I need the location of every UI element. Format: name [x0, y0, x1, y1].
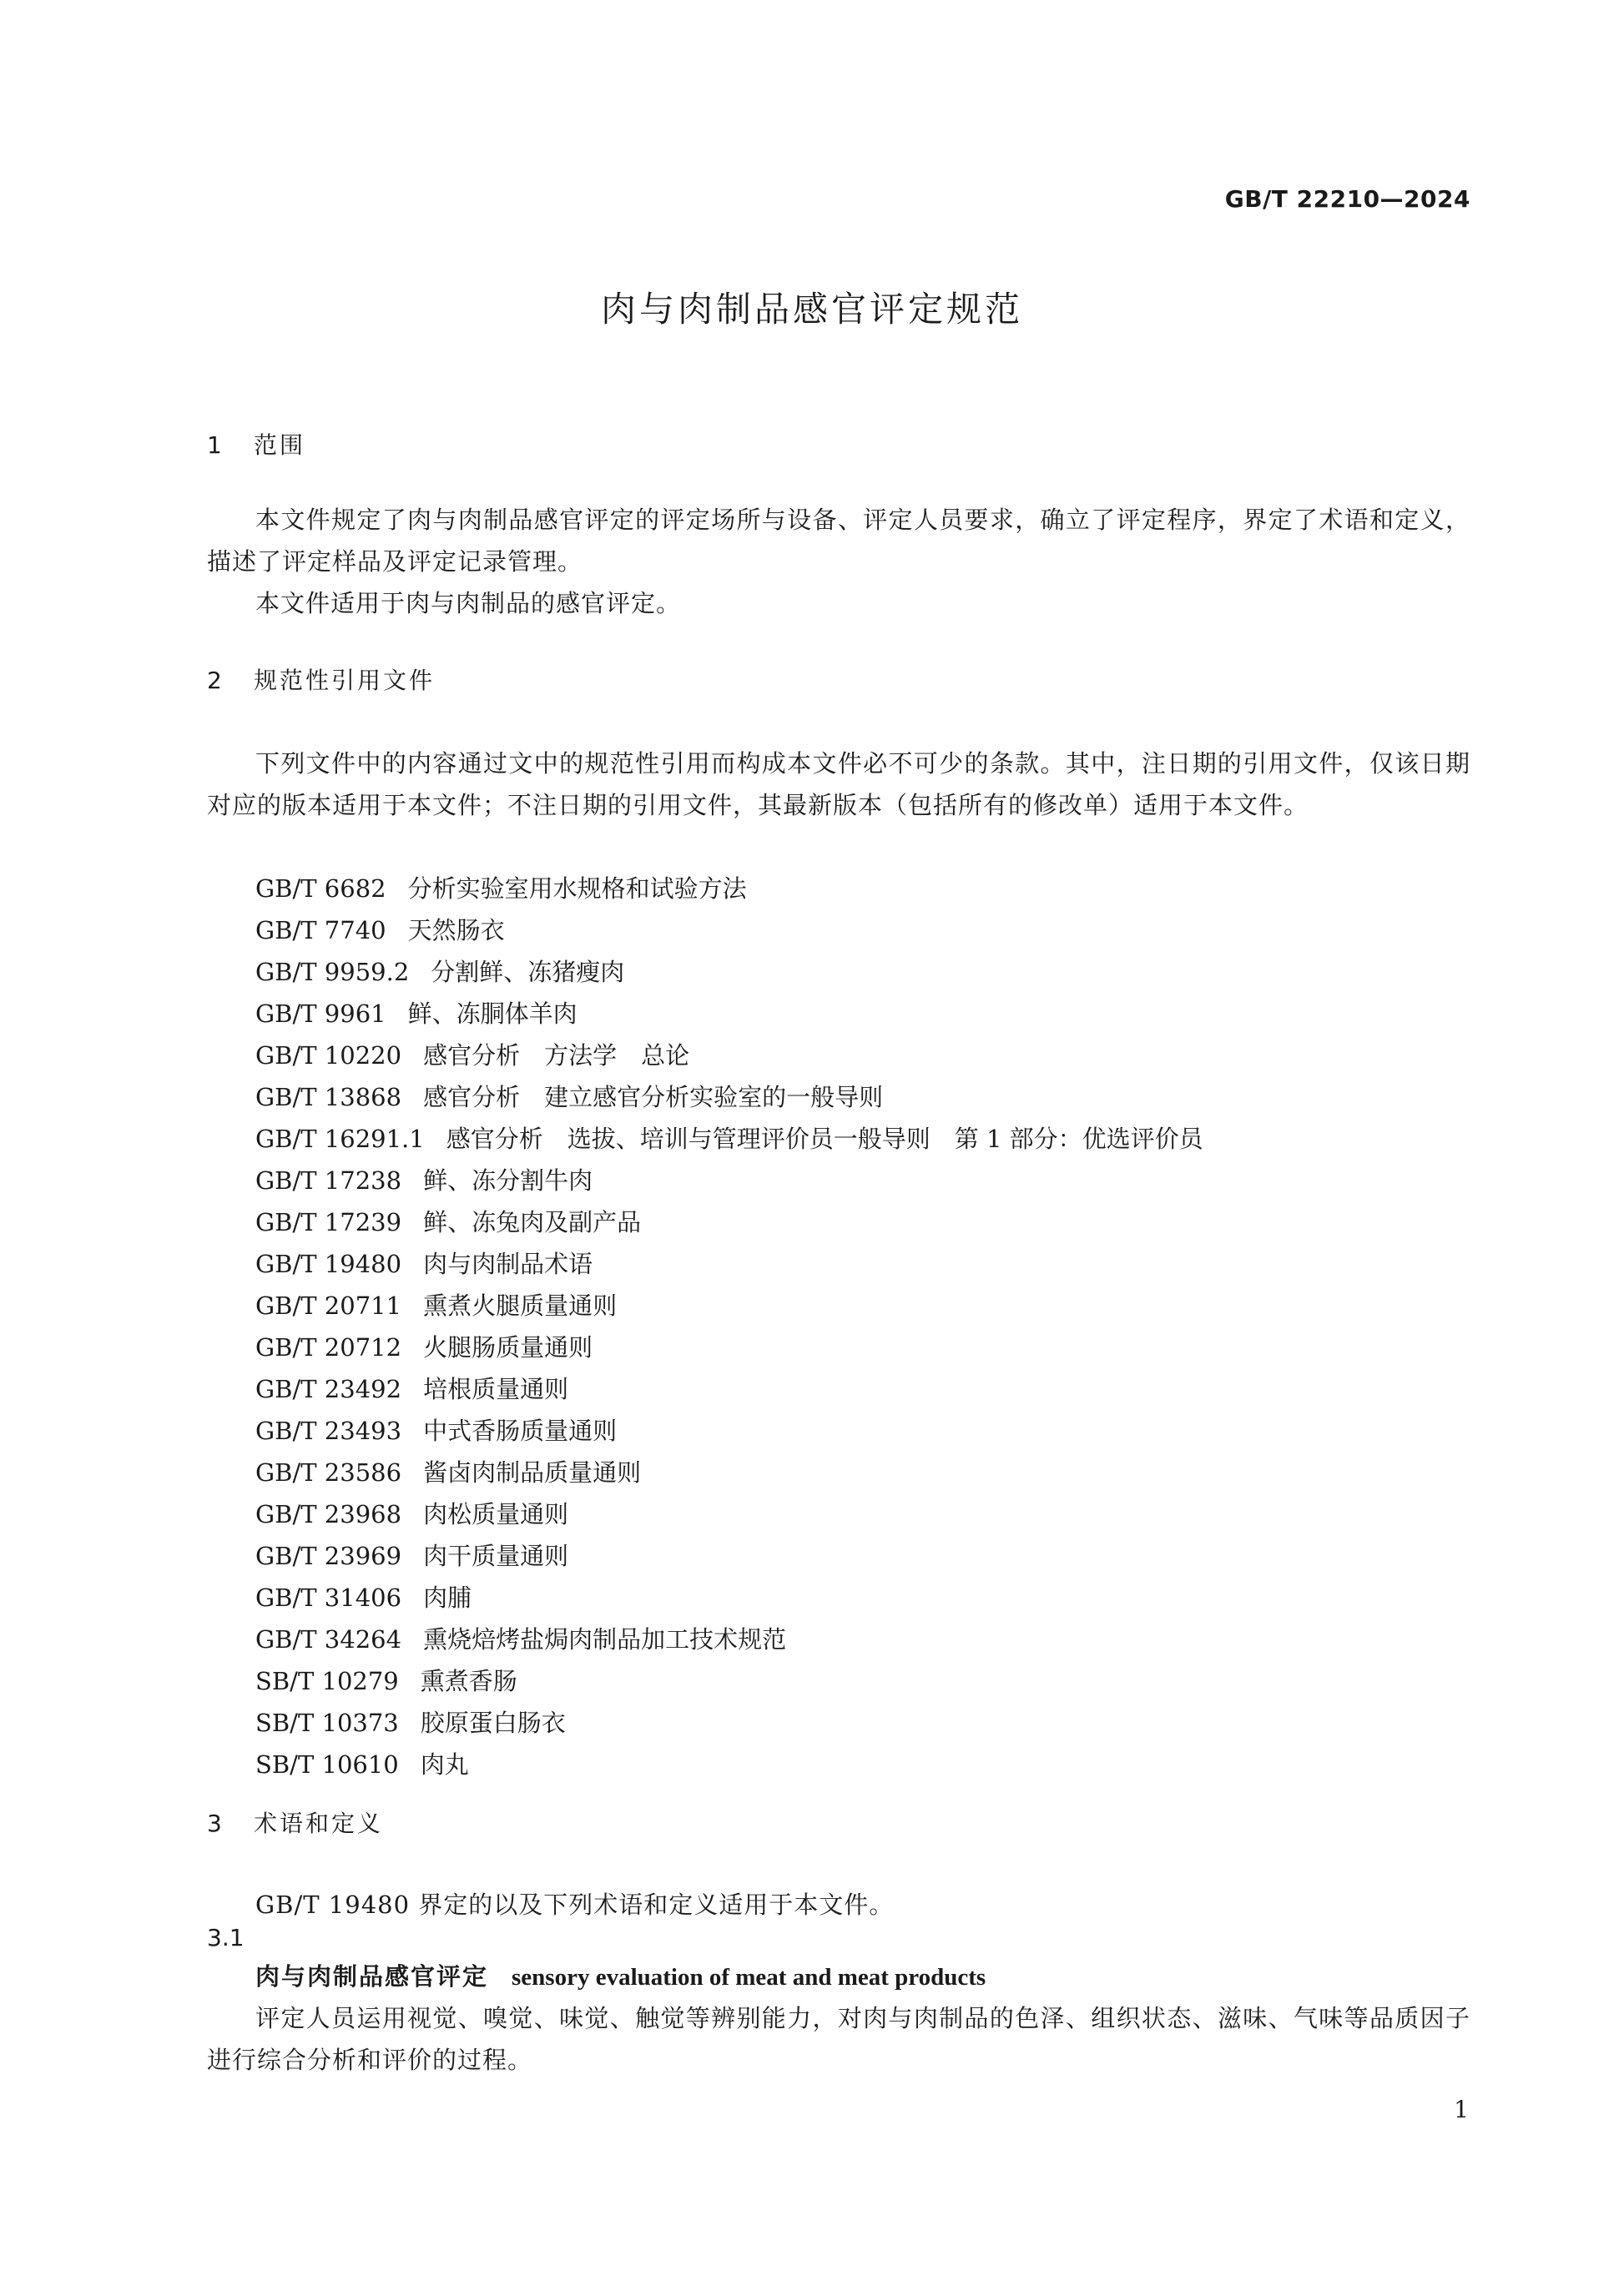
reference-item	[255, 1577, 1203, 1619]
term-entry	[255, 1956, 986, 1998]
reference-code: GB/T 13868	[255, 1083, 402, 1111]
reference-code: GB/T 9961	[255, 999, 386, 1028]
reference-title: 肉丸	[420, 1750, 469, 1779]
section-number: 2	[207, 667, 224, 694]
reference-title: 鲜、冻胴体羊肉	[407, 999, 577, 1028]
reference-title: 鲜、冻分割牛肉	[423, 1166, 593, 1195]
term-number: 3.1	[207, 1924, 245, 1951]
reference-item	[255, 1410, 1203, 1452]
reference-item	[255, 1702, 1203, 1744]
reference-list	[255, 868, 1203, 1785]
reference-title: 熏煮香肠	[420, 1667, 517, 1695]
reference-title: 培根质量通则	[423, 1375, 569, 1403]
reference-item	[255, 1619, 1203, 1660]
term-definition: 评定人员运用视觉、嗅觉、味觉、触觉等辨别能力，对肉与肉制品的色泽、组织状态、滋味、气味等品质因子进行综合分析和评价的过程。	[207, 2004, 1470, 2074]
section-title: 术语和定义	[254, 1810, 384, 1837]
reference-code: GB/T 23969	[255, 1542, 402, 1570]
page-number: 1	[1454, 2096, 1469, 2123]
reference-title: 感官分析 建立感官分析实验室的一般导则	[423, 1083, 884, 1111]
section-3-heading	[207, 1805, 383, 1839]
standard-code: GB/T 22210—2024	[1224, 185, 1470, 213]
section-title: 规范性引用文件	[254, 667, 436, 694]
reference-code: GB/T 19480	[255, 1250, 402, 1278]
section-title: 范围	[254, 431, 306, 459]
reference-code: SB/T 10279	[255, 1667, 399, 1695]
reference-item	[255, 1285, 1203, 1327]
reference-item	[255, 1035, 1203, 1076]
reference-code: GB/T 23586	[255, 1458, 402, 1487]
reference-code: GB/T 23492	[255, 1375, 402, 1403]
reference-item	[255, 1452, 1203, 1493]
terms-intro-paragraph: GB/T 19480 界定的以及下列术语和定义适用于本文件。	[255, 1891, 895, 1919]
reference-item	[255, 1493, 1203, 1535]
section-number: 1	[207, 431, 224, 459]
normative-references-paragraph: 下列文件中的内容通过文中的规范性引用而构成本文件必不可少的条款。其中，注日期的引用文件，仅该日期对应的版本适用于本文件；不注日期的引用文件，其最新版本（包括所有的修改单）适用于本文件。	[207, 749, 1470, 819]
reference-code: GB/T 10220	[255, 1041, 402, 1070]
reference-item	[255, 1660, 1203, 1702]
term-english: sensory evaluation of meat and meat products	[512, 1964, 986, 1991]
reference-code: SB/T 10373	[255, 1709, 399, 1737]
reference-code: GB/T 16291.1	[255, 1125, 425, 1153]
reference-code: GB/T 20711	[255, 1292, 402, 1320]
section-1-heading	[207, 427, 305, 461]
reference-title: 火腿肠质量通则	[423, 1333, 593, 1362]
document-title: 肉与肉制品感官评定规范	[600, 289, 1023, 330]
reference-title: 肉脯	[423, 1584, 472, 1612]
reference-code: GB/T 23968	[255, 1500, 402, 1528]
section-number: 3	[207, 1810, 224, 1837]
reference-title: 天然肠衣	[407, 916, 505, 944]
reference-title: 鲜、冻兔肉及副产品	[423, 1208, 642, 1236]
reference-title: 感官分析 选拔、培训与管理评价员一般导则 第 1 部分：优选评价员	[446, 1125, 1203, 1153]
scope-paragraph: 本文件规定了肉与肉制品感官评定的评定场所与设备、评定人员要求，确立了评定程序，界定了术语和定义，描述了评定样品及评定记录管理。	[207, 506, 1470, 576]
reference-code: GB/T 7740	[255, 916, 386, 944]
reference-code: GB/T 31406	[255, 1584, 402, 1612]
reference-title: 熏烧焙烤盐焗肉制品加工技术规范	[423, 1625, 787, 1654]
reference-item	[255, 868, 1203, 909]
reference-code: GB/T 23493	[255, 1417, 402, 1445]
reference-item	[255, 1160, 1203, 1201]
reference-title: 熏煮火腿质量通则	[423, 1292, 618, 1320]
reference-title: 肉松质量通则	[423, 1500, 569, 1528]
reference-title: 酱卤肉制品质量通则	[423, 1458, 642, 1487]
reference-item	[255, 909, 1203, 951]
reference-code: GB/T 20712	[255, 1333, 402, 1362]
term-chinese: 肉与肉制品感官评定	[255, 1962, 489, 1991]
reference-item	[255, 1744, 1203, 1785]
reference-item	[255, 993, 1203, 1035]
reference-code: GB/T 34264	[255, 1625, 402, 1654]
reference-code: SB/T 10610	[255, 1750, 399, 1779]
reference-title: 肉干质量通则	[423, 1542, 569, 1570]
reference-item	[255, 1327, 1203, 1368]
reference-item	[255, 1076, 1203, 1118]
reference-item	[255, 1368, 1203, 1410]
reference-item	[255, 1201, 1203, 1243]
reference-title: 分割鲜、冻猪瘦肉	[431, 958, 625, 986]
reference-item	[255, 1535, 1203, 1577]
scope-applicability-paragraph: 本文件适用于肉与肉制品的感官评定。	[255, 589, 682, 617]
reference-title: 胶原蛋白肠衣	[420, 1709, 566, 1737]
reference-title: 分析实验室用水规格和试验方法	[407, 874, 747, 903]
reference-title: 感官分析 方法学 总论	[423, 1041, 690, 1070]
reference-item	[255, 1118, 1203, 1160]
reference-title: 中式香肠质量通则	[423, 1417, 618, 1445]
reference-code: GB/T 17239	[255, 1208, 402, 1236]
reference-code: GB/T 17238	[255, 1166, 402, 1195]
reference-title: 肉与肉制品术语	[423, 1250, 593, 1278]
reference-item	[255, 1243, 1203, 1285]
section-2-heading	[207, 662, 435, 696]
reference-code: GB/T 9959.2	[255, 958, 410, 986]
reference-item	[255, 951, 1203, 993]
reference-code: GB/T 6682	[255, 874, 386, 903]
